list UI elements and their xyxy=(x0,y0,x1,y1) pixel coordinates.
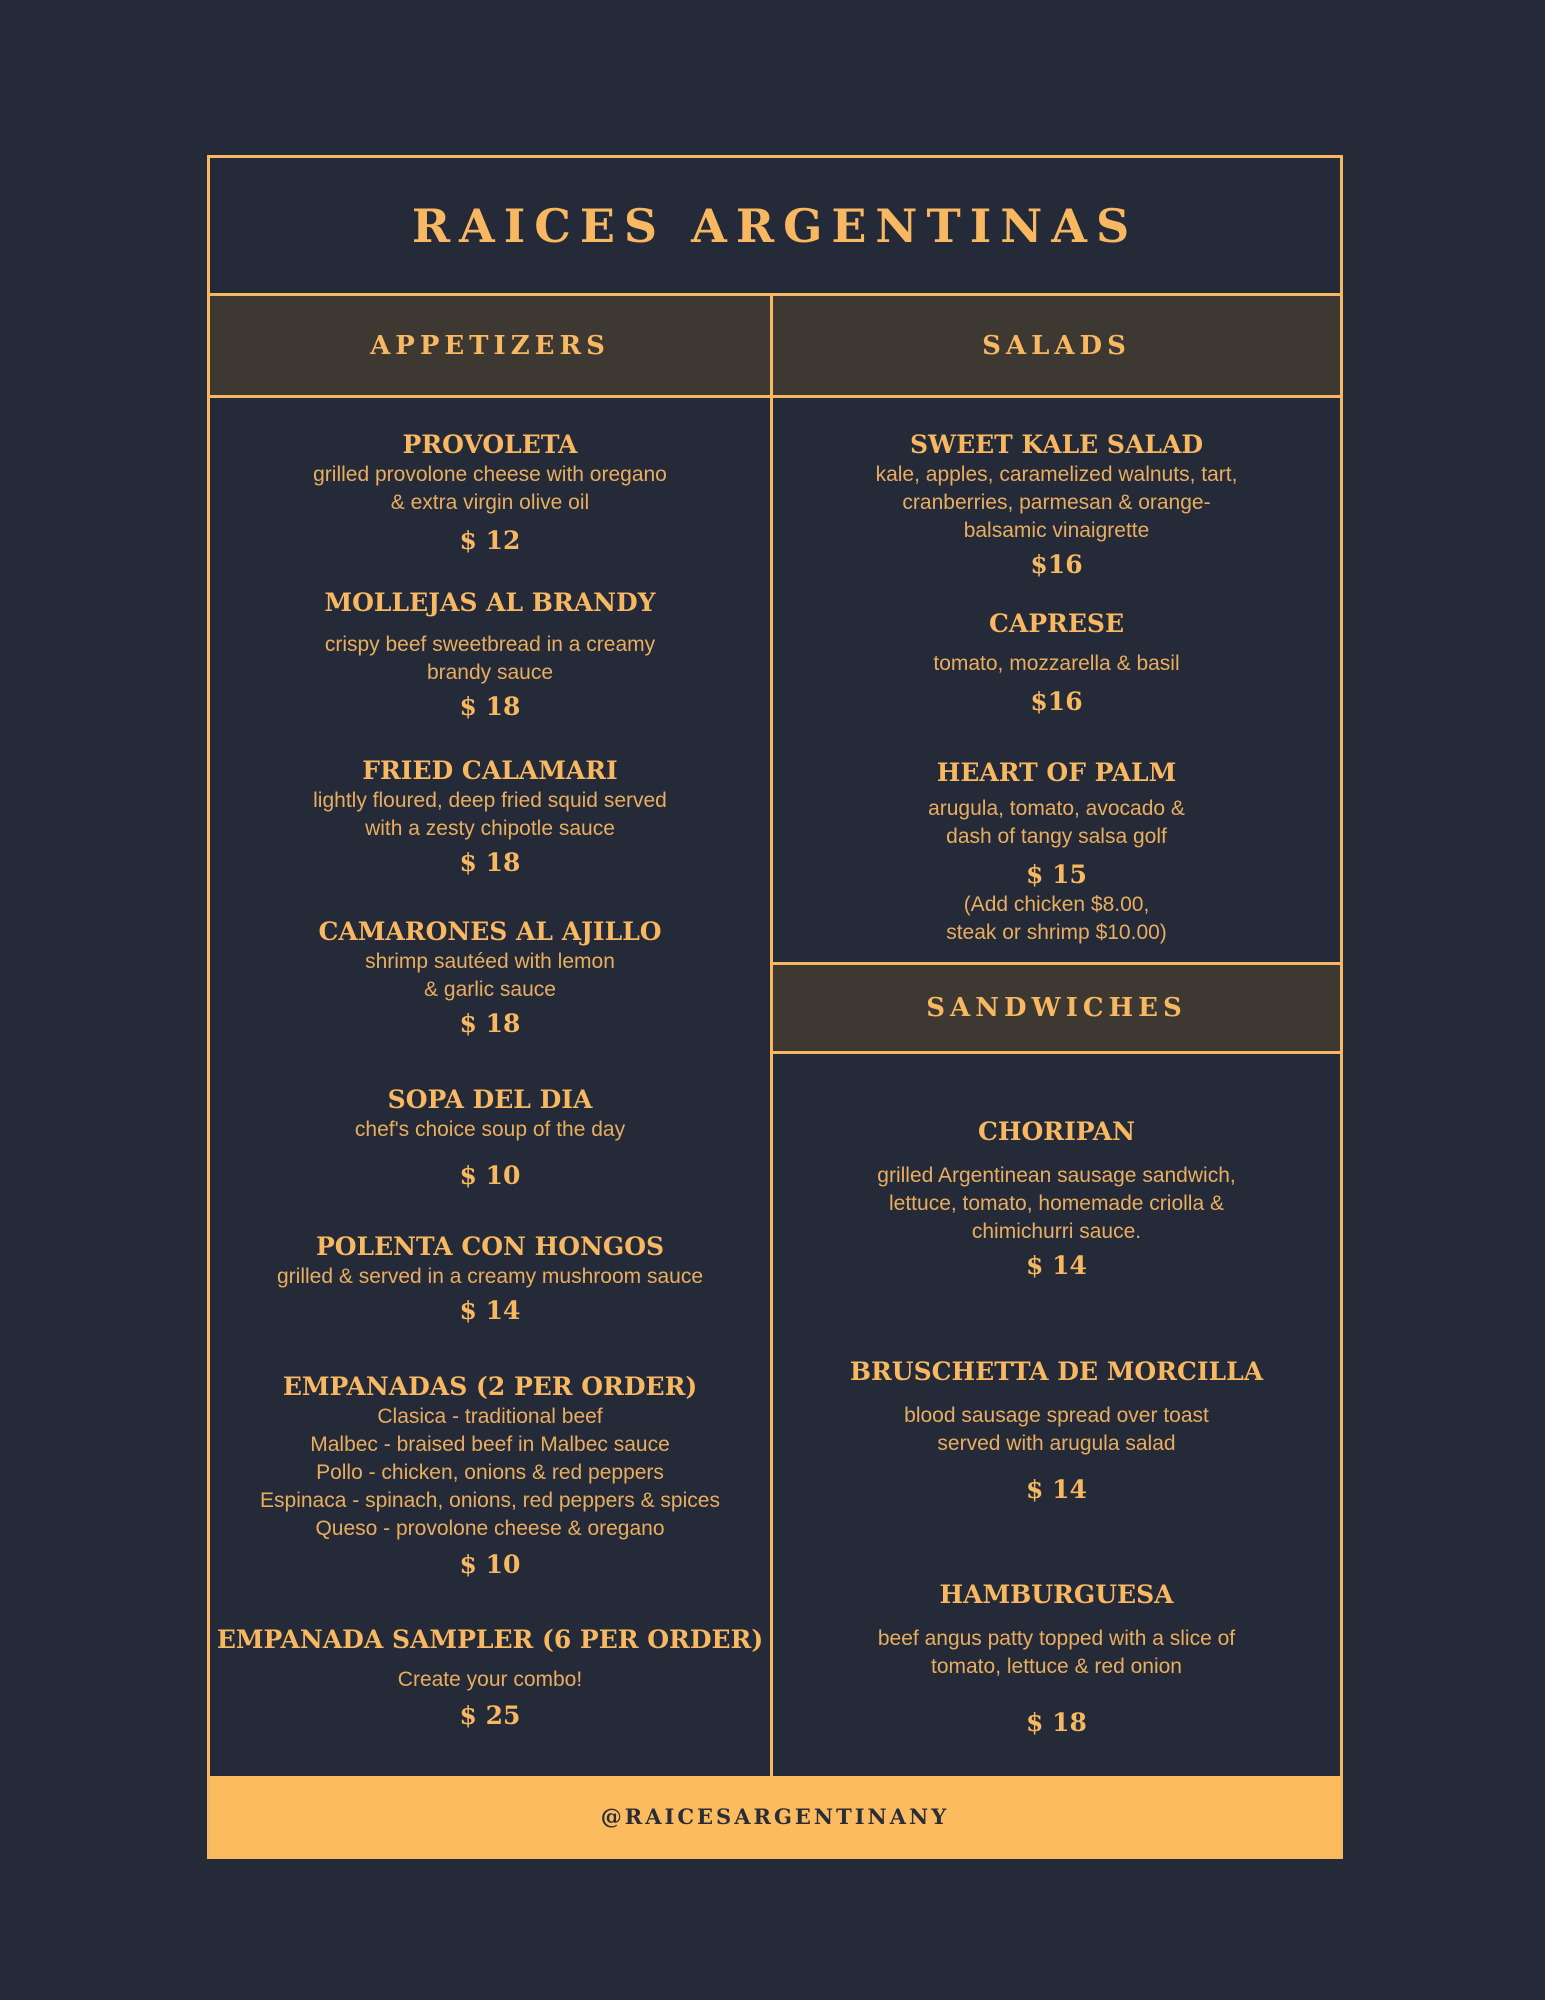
menu-item xyxy=(210,1084,770,1192)
menu-item xyxy=(773,1356,1340,1506)
menu-item xyxy=(773,1116,1340,1282)
item-description: grilled provolone cheese with oregano & extra virgin olive oil xyxy=(313,463,667,514)
menu-item xyxy=(210,1624,770,1732)
item-description: blood sausage spread over toast served with arugula salad xyxy=(904,1404,1209,1455)
item-name: CAPRESE xyxy=(988,609,1125,638)
item-description: shrimp sautéed with lemon & garlic sauce xyxy=(365,950,615,1001)
item-note: (Add chicken $8.00, steak or shrimp $10.00) xyxy=(946,893,1167,944)
title-row xyxy=(210,158,1340,296)
item-description: Clasica - traditional beef Malbec - braised beef in Malbec sauce Pollo - chicken, onions & red peppers Espinaca - spinach, onions, red peppers & spices Queso - provolone cheese & oregano xyxy=(260,1405,720,1540)
item-price: $ 10 xyxy=(459,1550,521,1579)
item-price: $16 xyxy=(1030,687,1083,716)
item-description: arugula, tomato, avocado & dash of tangy salsa golf xyxy=(928,797,1185,848)
item-price: $ 14 xyxy=(1026,1475,1087,1504)
menu-item xyxy=(210,916,770,1040)
item-description: beef angus patty topped with a slice of tomato, lettuce & red onion xyxy=(877,1627,1236,1678)
item-price: $ 18 xyxy=(1026,1708,1087,1737)
item-description: tomato, mozzarella & basil xyxy=(933,652,1180,675)
item-price: $ 18 xyxy=(459,848,521,877)
item-name: SOPA DEL DIA xyxy=(387,1085,593,1114)
item-description: chef's choice soup of the day xyxy=(354,1118,626,1141)
item-description: kale, apples, caramelized walnuts, tart, cranberries, parmesan & orange- balsamic vinaigrette xyxy=(875,463,1238,542)
menu-item xyxy=(210,429,770,557)
restaurant-title: RAICES ARGENTINAS xyxy=(411,198,1139,253)
item-description: crispy beef sweetbread in a creamy brandy sauce xyxy=(324,633,656,684)
menu-item xyxy=(210,1371,770,1581)
appetizers-column xyxy=(210,296,773,1776)
item-price: $ 18 xyxy=(459,692,521,721)
item-name: HEART OF PALM xyxy=(936,758,1177,787)
item-name: PROVOLETA xyxy=(402,430,578,459)
item-description: Create your combo! xyxy=(397,1668,583,1691)
sandwiches-heading: SANDWICHES xyxy=(773,962,1340,1054)
item-price: $ 14 xyxy=(1026,1251,1087,1280)
menu-item xyxy=(773,608,1340,718)
item-name: BRUSCHETTA DE MORCILLA xyxy=(849,1357,1264,1386)
item-price: $ 15 xyxy=(1026,860,1087,889)
item-name: CHORIPAN xyxy=(978,1117,1135,1146)
item-name: EMPANADAS (2 PER ORDER) xyxy=(282,1372,698,1401)
item-price: $ 25 xyxy=(459,1701,521,1730)
salads-sandwiches-column xyxy=(773,296,1340,1776)
item-description: lightly floured, deep fried squid served with a zesty chipotle sauce xyxy=(313,789,667,840)
social-handle-footer xyxy=(210,1776,1340,1856)
salads-heading: SALADS xyxy=(773,296,1340,398)
appetizers-heading: APPETIZERS xyxy=(210,296,770,398)
menu-item xyxy=(210,755,770,879)
menu-item xyxy=(773,429,1340,581)
item-price: $ 12 xyxy=(459,526,521,555)
item-name: HAMBURGUESA xyxy=(939,1580,1174,1609)
item-name: EMPANADA SAMPLER (6 PER ORDER) xyxy=(216,1625,764,1654)
item-name: CAMARONES AL AJILLO xyxy=(318,917,662,946)
item-price: $ 14 xyxy=(459,1296,521,1325)
item-description: grilled Argentinean sausage sandwich, lettuce, tomato, homemade criolla & chimichurri sauce. xyxy=(877,1164,1236,1243)
menu-item xyxy=(210,587,770,723)
menu-item xyxy=(773,1579,1340,1739)
menu-card xyxy=(207,155,1343,1859)
item-name: MOLLEJAS AL BRANDY xyxy=(324,588,656,617)
item-name: SWEET KALE SALAD xyxy=(909,430,1204,459)
menu-item xyxy=(773,757,1340,947)
item-description: grilled & served in a creamy mushroom sauce xyxy=(276,1265,703,1288)
item-name: POLENTA CON HONGOS xyxy=(315,1232,665,1261)
item-price: $ 10 xyxy=(459,1161,521,1190)
item-price: $ 18 xyxy=(459,1009,521,1038)
menu-item xyxy=(210,1231,770,1327)
social-handle: @RAICESARGENTINANY xyxy=(600,1803,950,1829)
item-price: $16 xyxy=(1030,550,1083,579)
item-name: FRIED CALAMARI xyxy=(362,756,618,785)
